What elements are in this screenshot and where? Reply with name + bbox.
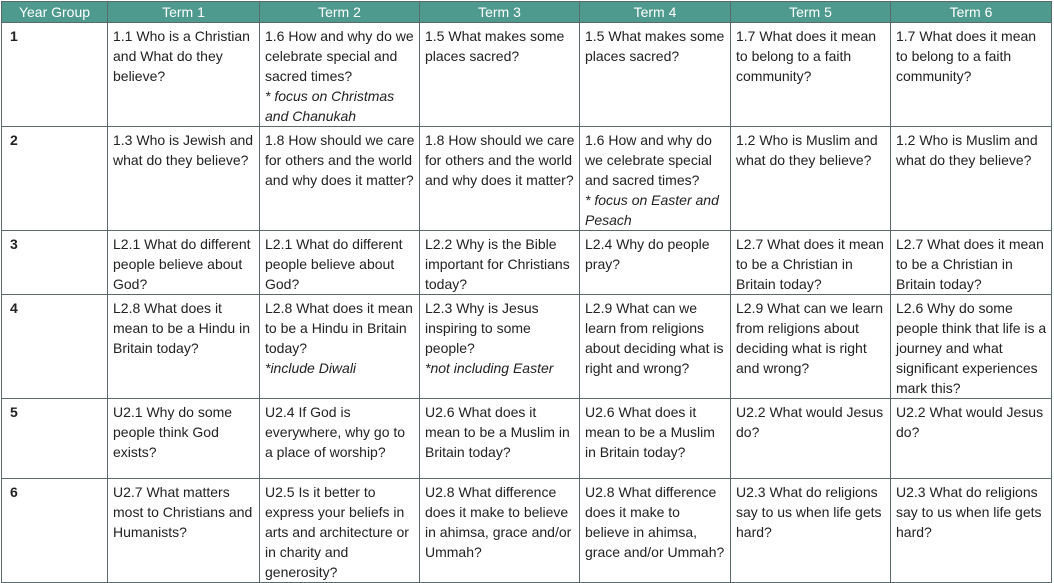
year-group-cell: 3 — [2, 231, 108, 295]
table-cell — [420, 23, 580, 127]
table-cell — [580, 23, 731, 127]
table-cell — [260, 127, 420, 231]
table-cell — [891, 127, 1052, 231]
unit-title: U2.8 What difference does it make to believe in ahimsa, grace and/or Ummah? — [585, 484, 725, 560]
table-cell — [891, 399, 1052, 479]
unit-title: L2.9 What can we learn from religions about deciding what is right and wrong? — [736, 300, 884, 376]
unit-title: U2.2 What would Jesus do? — [896, 404, 1044, 440]
unit-title: L2.1 What do different people believe about God? — [265, 236, 403, 292]
unit-title: 1.1 Who is a Christian and What do they believe? — [113, 28, 250, 84]
unit-note: * focus on Christmas and Chanukah — [265, 88, 395, 124]
header-year-group: Year Group — [2, 2, 108, 23]
unit-title: U2.2 What would Jesus do? — [736, 404, 884, 440]
unit-title: 1.5 What makes some places sacred? — [585, 28, 725, 64]
unit-title: L2.8 What does it mean to be a Hindu in Britain today? — [265, 300, 413, 356]
table-row — [2, 23, 1052, 127]
table-cell — [260, 231, 420, 295]
year-group-cell: 1 — [2, 23, 108, 127]
table-cell — [260, 23, 420, 127]
unit-title: L2.4 Why do people pray? — [585, 236, 710, 272]
unit-title: 1.2 Who is Muslim and what do they believe? — [896, 132, 1038, 168]
unit-title: L2.1 What do different people believe about God? — [113, 236, 251, 292]
unit-title: 1.5 What makes some places sacred? — [425, 28, 565, 64]
table-cell — [580, 399, 731, 479]
unit-title: 1.3 Who is Jewish and what do they believe? — [113, 132, 254, 168]
unit-title: U2.3 What do religions say to us when life gets hard? — [736, 484, 882, 540]
table-cell — [731, 295, 891, 399]
header-term-6: Term 6 — [891, 2, 1052, 23]
table-cell — [580, 479, 731, 583]
header-term-4: Term 4 — [580, 2, 731, 23]
table-cell — [580, 127, 731, 231]
table-cell — [420, 399, 580, 479]
year-group-cell: 6 — [2, 479, 108, 583]
unit-title: U2.8 What difference does it make to believe in ahimsa, grace and/or Ummah? — [425, 484, 572, 560]
unit-title: L2.3 Why is Jesus inspiring to some people? — [425, 300, 539, 356]
table-cell — [420, 127, 580, 231]
unit-title: 1.8 How should we care for others and the world and why does it matter? — [425, 132, 575, 188]
unit-title: U2.7 What matters most to Christians and Humanists? — [113, 484, 253, 540]
unit-title: U2.1 Why do some people think God exists? — [113, 404, 233, 460]
table-cell — [731, 231, 891, 295]
table-cell — [731, 127, 891, 231]
unit-title: L2.9 What can we learn from religions about deciding what is right and wrong? — [585, 300, 724, 376]
header-term-2: Term 2 — [260, 2, 420, 23]
table-cell — [260, 399, 420, 479]
unit-title: U2.4 If God is everywhere, why go to a place of worship? — [265, 404, 406, 460]
unit-title: U2.6 What does it mean to be a Muslim in Britain today? — [585, 404, 715, 460]
unit-note: * focus on Easter and Pesach — [585, 192, 719, 228]
unit-title: 1.8 How should we care for others and the world and why does it matter? — [265, 132, 415, 188]
unit-title: 1.7 What does it mean to belong to a faith community? — [736, 28, 877, 84]
unit-title: 1.6 How and why do we celebrate special and sacred times? — [585, 132, 712, 188]
table-cell — [108, 23, 260, 127]
unit-title: 1.7 What does it mean to belong to a faith community? — [896, 28, 1037, 84]
table-cell — [731, 23, 891, 127]
year-group-cell: 2 — [2, 127, 108, 231]
table-cell — [420, 295, 580, 399]
header-term-3: Term 3 — [420, 2, 580, 23]
table-cell — [108, 295, 260, 399]
table-cell — [731, 479, 891, 583]
table-cell — [731, 399, 891, 479]
header-term-5: Term 5 — [731, 2, 891, 23]
table-row — [2, 479, 1052, 583]
table-cell — [108, 231, 260, 295]
unit-title: L2.6 Why do some people think that life is a journey and what significant experiences mark this? — [896, 300, 1047, 396]
table-cell — [891, 295, 1052, 399]
table-row — [2, 399, 1052, 479]
unit-title: 1.2 Who is Muslim and what do they believe? — [736, 132, 878, 168]
table-row — [2, 231, 1052, 295]
table-row — [2, 127, 1052, 231]
unit-title: 1.6 How and why do we celebrate special and sacred times? — [265, 28, 414, 84]
year-group-cell: 5 — [2, 399, 108, 479]
unit-title: L2.7 What does it mean to be a Christian in Britain today? — [736, 236, 884, 292]
unit-title: U2.5 Is it better to express your beliefs in arts and architecture or in charity and generosity? — [265, 484, 409, 580]
table-row — [2, 295, 1052, 399]
unit-note: *not including Easter — [425, 360, 554, 376]
table-cell — [108, 127, 260, 231]
re-curriculum-table — [1, 1, 1052, 583]
table-cell — [108, 479, 260, 583]
unit-title: U2.3 What do religions say to us when life gets hard? — [896, 484, 1042, 540]
unit-title: L2.7 What does it mean to be a Christian in Britain today? — [896, 236, 1044, 292]
table-cell — [580, 231, 731, 295]
table-cell — [108, 399, 260, 479]
table-cell — [580, 295, 731, 399]
table-cell — [891, 23, 1052, 127]
table-cell — [891, 231, 1052, 295]
year-group-cell: 4 — [2, 295, 108, 399]
unit-note: *include Diwali — [265, 360, 357, 376]
unit-title: L2.8 What does it mean to be a Hindu in Britain today? — [113, 300, 250, 356]
table-cell — [420, 479, 580, 583]
unit-title: L2.2 Why is the Bible important for Christians today? — [425, 236, 570, 292]
table-cell — [260, 479, 420, 583]
header-term-1: Term 1 — [108, 2, 260, 23]
header-row — [2, 2, 1052, 23]
table-cell — [260, 295, 420, 399]
table-cell — [420, 231, 580, 295]
table-cell — [891, 479, 1052, 583]
unit-title: U2.6 What does it mean to be a Muslim in Britain today? — [425, 404, 570, 460]
